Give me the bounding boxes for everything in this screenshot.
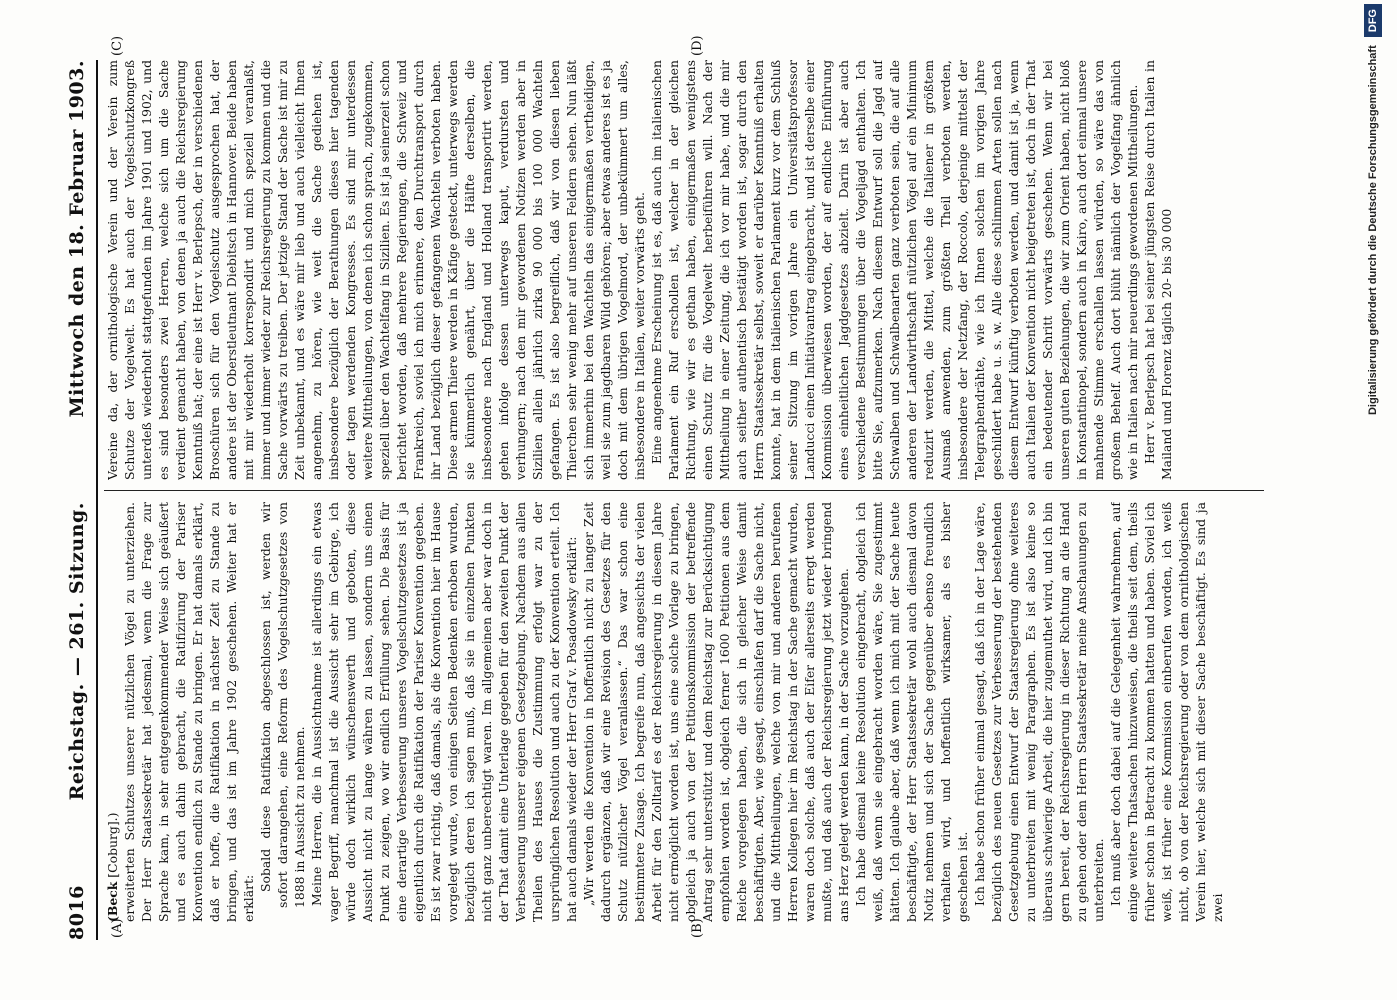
header-rule [96,60,98,940]
margin-marker-c: (C) [110,35,125,56]
paragraph: „Wir werden die Konvention in hoffentlich nicht zu langer Zeit dadurch ergänzen, daß wir eine Revision des Gesetzes für den Schutz nützlicher Vögel veranlassen.“ Das war schon eine bestimmtere Zusage. Ich begreife nun, daß angesichts der vielen Arbeit für den Zolltarif es der Reichsregierung in diesem Jahre nicht ermöglicht worden ist, uns eine solche Vorlage zu bringen, obgleich ja auch von der Petitionskommission der betreffende Antrag sehr unterstützt und dem Reichstag zur Berücksichtigung empfohlen worden ist, obgleich ferner 1600 Petitionen aus dem Reiche vorgelegen haben, die sich in gleicher Weise damit beschäftigten. Aber, wie gesagt, einschlafen darf die Sache nicht, und die Mittheilungen, welche von mir und anderen berufenen Herren Kollegen hier im Reichstag in der Sache gemacht wurden, waren doch solche, daß auch der Eifer allerseits erregt werden mußte, und daß auch der Reichsregierung jetzt wieder bringend ans Herz gelegt werden kann, in der Sache vorzugehen. [581,502,851,922]
header-date: Mittwoch den 18. Februar 1903. [66,60,88,418]
margin-marker-d: (D) [690,35,705,56]
margin-marker-b: (B) [690,918,705,938]
paragraph: Eine angenehme Erscheinung ist es, daß auch im italienischen Parlament ein Ruf erschollen ist, welcher in der gleichen Richtung, wie wir es gethan haben, einigermaßen wenigstens einen Schutz für die Vogelwelt herbeiführen will. Nach der Mittheilung in einer Zeitung, die ich vor mir habe, und die mir auch seither authentisch bestätigt worden ist, sogar durch den Herrn Staatssekretär selbst, soweit er darüber Kenntniß erhalten konnte, hat in dem italienischen Parlament kurz vor dem Schluß seiner Sitzung im vorigen Jahre ein Universitätsprofessor Landucci einen Initiativantrag eingebracht, und ist derselbe einer Kommission überwiesen worden, der auf endliche Einführung eines einheitlichen Jagdgesetzes abzielt. Darin ist aber auch verschiedene Bestimmungen über die Vogeljagd enthalten. Ich bitte Sie, aufzumerken. Nach diesem Entwurf soll die Jagd auf Schwalben und Schwalbenarten ganz verboten sein, die auf alle anderen der Landwirthschaft nützlichen Vögel auf ein Minimum reduzirt werden, die Mittel, welche die Italiener in größtem Ausmaß anwenden, zum größten Theil verboten werden, insbesondere der Netzfang, der Roccolo, derjenige mittelst der Telegraphendrähte, wie ich Ihnen solchen im vorigen Jahre geschildert habe u. s. w. Alle diese schlimmen Arten sollen nach diesem Entwurf künftig verboten werden, und damit ist ja, wenn auch Italien der Konvention nicht beigetreten ist, doch in der That ein bedeutender Schritt vorwärts geschehen. Wenn wir bei unseren guten Beziehungen, die wir zum Orient haben, nicht bloß in Konstantinopel, sondern auch in Kairo, auch dort einmal unsere mahnende Stimme erschallen lassen würden, so wäre das von großem Behelf. Auch dort blüht nämlich der Vogelfang ähnlich wie in Italien nach mir neuerdings gewordenen Mittheilungen. [649,60,1140,480]
header-title: Reichstag. — 261. Sitzung. [66,502,88,801]
paragraph: erweiterten Schutzes unserer nützlichen Vögel zu unterziehen. Der Herr Staatssekretär hat jedesmal, wenn die Frage zur Sprache kam, in sehr entgegenkommender Weise sich geäußert und es auch dahin gebracht, die Ratifizirung der Pariser Konvention endlich zu Stande zu bringen. Er hat damals erklärt, daß er hoffe, die Ratifikation in nächster Zeit zu Stande zu bringen, und das ist im Jahre 1902 geschehen. Weiter hat er erklärt: [122,502,256,922]
page-header [60,60,94,940]
paragraph: Sobald diese Ratifikation abgeschlossen ist, werden wir sofort darangehen, eine Reform des Vogelschutzgesetzes von 1888 in Aussicht zu nehmen. [258,502,307,908]
paragraph: Herr v. Berlepsch hat bei seiner jüngsten Reise durch Italien in Mailand und Florenz täglich 20- bis 30 000 [1142,60,1174,480]
funding-credit-text: Digitalisierung gefördert durch die Deutsche Forschungsgemeinschaft [1367,45,1379,416]
paragraph: Ich muß aber doch dabei auf die Gelegenheit wahrnehmen, auf einige weitere Thatsachen hinzuweisen, die theils seit dem, theils früher schon in Betracht zu kommen hatten und haben. Soviel ich weiß, ist früher eine Kommission einberufen worden, ich weiß nicht, ob von der Reichsregierung oder von dem ornithologischen Verein hier, welche sich mit dieser Sache beschäftigt. Es sind ja zwei [1108,502,1225,922]
speaker-place: [Coburg].) [105,812,120,878]
paragraph: Vereine da, der ornithologische Verein und der Verein zum Schutze der Vogelwelt. Es hat auch der Vogelschutzkongreß unterdeß wiederholt stattgefunden im Jahre 1901 und 1902, und es sind besonders zwei Herren, welche sich um die Sache verdient gemacht haben, von denen ja auch die Reichsregierung Kenntniß hat; der eine ist Herr v. Berlepsch, der in verschiedenen Broschüren sich für den Vogelschutz ausgesprochen hat, der andere ist der Oberstleutnant Diebitsch in Hannover. Beide haben mit mir wiederholt korrespondirt und mich speziell veranlaßt, immer und immer wieder zur Reichsregierung zu kommen und die Sache vorwärts zu treiben. Der jetzige Stand der Sache ist mir zu Zeit unbekannt, und es wäre mir lieb und auch vielleicht Ihnen angenehm, zu hören, wie weit die Sache gediehen ist, insbesondere bezüglich der Berathungen dieses hier tagenden oder tagen werdenden Kongresses. Es sind mir unterdessen weitere Mittheilungen, von denen ich schon sprach, zugekommen, speziell über den Wachtelfang in Sizilien. Es ist ja seinerzeit schon berichtet worden, daß mehrere Regierungen, die Schweiz und Frankreich, soviel ich mich erinnere, den Durchtransport durch ihr Land bezüglich dieser gefangenen Wachteln verboten haben. Diese armen Thiere werden in Käfige gesteckt, unterwegs werden sie kümmerlich genährt, über die Hälfte derselben, die insbesondere nach England und Holland transportirt werden, gehen infolge dessen unterwegs kaput, verdursten und verhungern; nach den mir gewordenen Notizen werden aber in Sizilien allein jährlich zirka 90 000 bis 100 000 Wachteln gefangen. Es ist also begreiflich, daß wir von diesen lieben Thierchen sehr wenig mehr auf unseren Feldern sehen. Nun läßt sich immerhin bei den Wachteln das einigermaßen vertheidigen, weil sie zum jagdbaren Wild gehören; aber etwas anderes ist es ja doch mit dem übrigen Vogelmord, der unbekümmert um alles, insbesondere in Italien, weiter vorwärts geht. [105,60,647,480]
speaker-line [104,502,121,922]
dfg-logo: DFG [1364,4,1382,37]
paragraph: Meine Herren, die in Aussichtnahme ist allerdings ein etwas vager Begriff, manchmal ist die Aussicht sehr im Gebirge, ich würde doch wirklich wünschenswerth und geboten, diese Aussicht nicht zu lange währen zu lassen, sondern uns einen Punkt zu zeigen, wo wir endlich Erfüllung sehen. Die Basis für eine derartige Verbesserung unseres Vogelschutzgesetzes ist ja eigentlich durch die Ratifikation der Pariser Konvention gegeben. Es ist zwar richtig, daß damals, als die Konvention hier im Hause vorgelegt wurde, von einigen Seiten Bedenken erhoben wurden, bezüglich deren ich sagen muß, daß sie in einzelnen Punkten nicht ganz unberechtigt waren. Im allgemeinen aber war doch in der That damit eine Unterlage gegeben für den zweiten Punkt der Verbesserung unserer eigenen Gesetzgebung. Nachdem aus allen Theilen des Hauses die Zustimmung erfolgt war zu der ursprünglichen Resolution und auch zu der Konvention erteilt. Ich hat auch damals wieder der Herr Graf v. Posadowsky erklärt: [309,502,579,922]
column-divider [104,490,1264,491]
speaker-name: (Beck [105,881,120,922]
paragraph: Ich habe schon früher einmal gesagt, daß ich in der Lage wäre, bezüglich des neuen Gesetzes zur Verbesserung der bestehenden Gesetzgebung einen Entwurf der Staatsregierung ohne weiteres zu unterbreiten mit wenig Paragraphen. Es ist also keine so überaus schwierige Arbeit, die hier zugemuthet wird, und ich bin gern bereit, der Reichsregierung in dieser Richtung an die Hand zu gehen oder dem Herrn Staatssekretär meine Anschauungen zu unterbreiten. [972,502,1106,922]
margin-marker-a: (A) [110,918,125,938]
page-number: 8016 [66,885,88,940]
paragraph: Ich habe diesmal keine Resolution eingebracht, obgleich ich weiß, daß wenn sie eingebracht worden wäre, Sie zugestimmt hätten. Ich glaube aber, daß wenn ich mich mit der Sache heute beschäftigte, der Herr Staatssekretär wohl auch diesmal davon Notiz nehmen und sich der Sache gegenüber ebenso freundlich verhalten wird, und hoffentlich wirksamer, als es bisher geschehen ist. [853,502,970,922]
right-column [104,60,1274,480]
left-column [104,502,1274,922]
funding-credit [1358,4,1388,996]
